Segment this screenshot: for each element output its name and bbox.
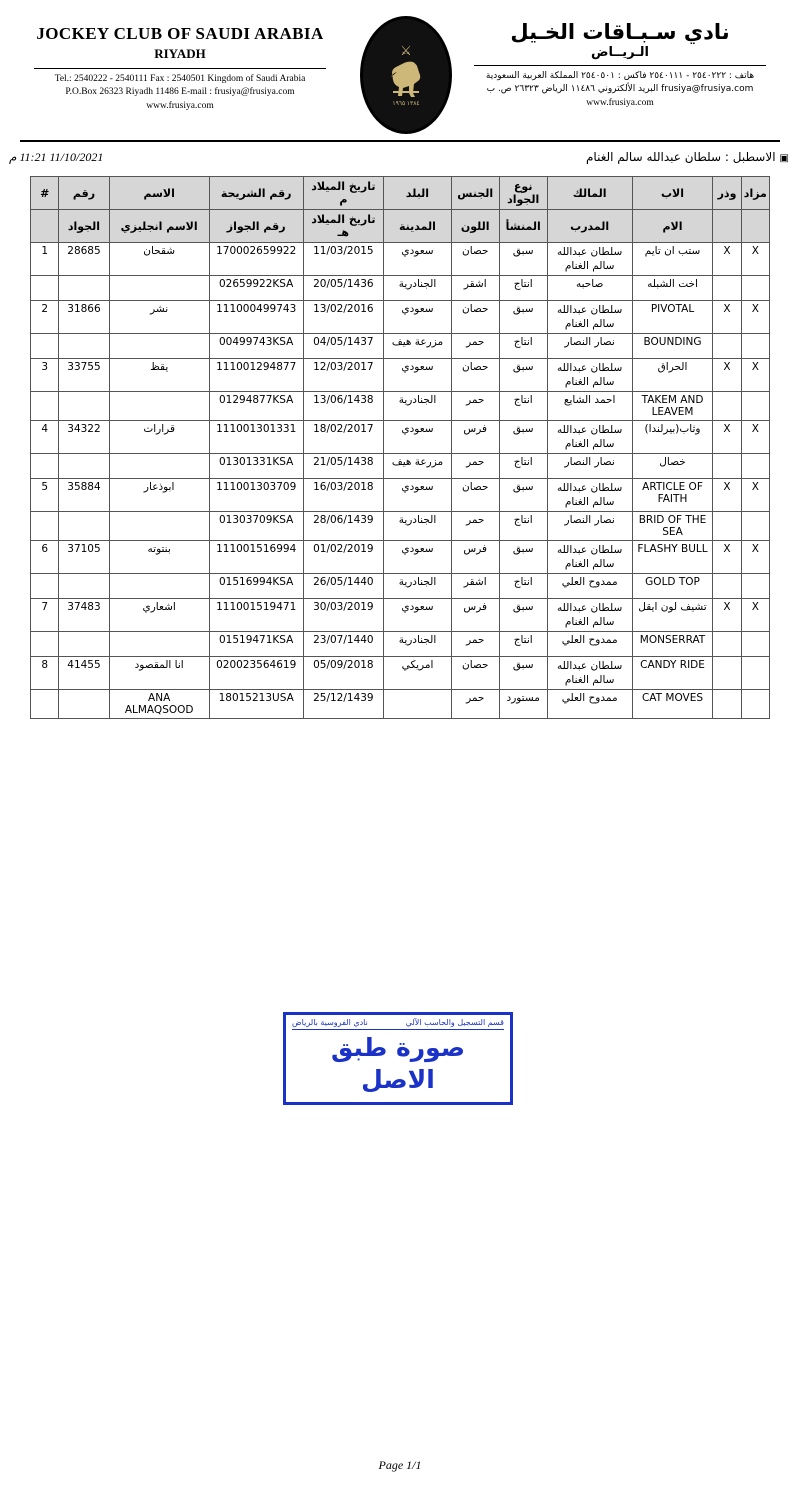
cell-country: سعودي	[384, 243, 452, 276]
cell-horse-id-blank	[59, 334, 109, 359]
table-body	[31, 243, 770, 719]
cell-chip-number: 111001294877	[209, 359, 303, 392]
cell-row-number-blank	[31, 632, 59, 657]
cell-type: سبق	[499, 359, 547, 392]
cell-row-number-blank	[31, 392, 59, 421]
cell-row-number: 1	[31, 243, 59, 276]
club-city-en: RIYADH	[154, 46, 206, 61]
cell-origin: انتاج	[499, 574, 547, 599]
col-owner: المالك	[547, 177, 632, 210]
col-trainer: المدرب	[547, 210, 632, 243]
cell-sire: CANDY RIDE	[632, 657, 713, 690]
cell-passport-number: 01516994KSA	[209, 574, 303, 599]
cell-country: سعودي	[384, 301, 452, 334]
cell-wathr: X	[713, 479, 741, 512]
col-color: اللون	[451, 210, 499, 243]
cell-chip-number: 111001303709	[209, 479, 303, 512]
cell-type: سبق	[499, 301, 547, 334]
cell-wathr-blank	[713, 276, 741, 301]
club-logo	[360, 16, 452, 134]
cell-sex: حصان	[451, 359, 499, 392]
col-origin: المنشأ	[499, 210, 547, 243]
sub-header	[5, 150, 795, 170]
cell-owner: سلطان عبدالله سالم الغنام	[547, 657, 632, 690]
cell-sire: وثاب(بيرلندا)	[632, 421, 713, 454]
cell-horse-id: 35884	[59, 479, 109, 512]
col-country: البلد	[384, 177, 452, 210]
table-row	[31, 541, 770, 574]
table-row	[31, 243, 770, 276]
cell-name-en	[109, 574, 209, 599]
cell-horse-id-blank	[59, 454, 109, 479]
cell-country: سعودي	[384, 599, 452, 632]
cell-row-number-blank	[31, 454, 59, 479]
cell-owner: سلطان عبدالله سالم الغنام	[547, 599, 632, 632]
cell-country: سعودي	[384, 359, 452, 392]
table-row-secondary	[31, 574, 770, 599]
cell-horse-id: 37483	[59, 599, 109, 632]
bullet-icon: ▣	[779, 153, 789, 164]
cell-wathr-blank	[713, 512, 741, 541]
cell-mazad-blank	[741, 512, 769, 541]
stable-label: ▣الاسطبل : سلطان عبدالله سالم الغنام	[585, 150, 789, 164]
cell-dam: CAT MOVES	[632, 690, 713, 719]
swords-palm-emblem-icon: ⚔	[400, 42, 412, 58]
table-row-secondary	[31, 334, 770, 359]
cell-city: الجنادرية	[384, 276, 452, 301]
cell-name-en	[109, 276, 209, 301]
cell-type: سبق	[499, 479, 547, 512]
cell-horse-id-blank	[59, 574, 109, 599]
letterhead-divider-left	[34, 68, 326, 69]
cell-passport-number: 00499743KSA	[209, 334, 303, 359]
logo-years: ١٣٨٤ ١٩٦٥	[392, 100, 420, 107]
cell-name-ar: شقحان	[109, 243, 209, 276]
cell-mazad: X	[741, 479, 769, 512]
cell-origin: انتاج	[499, 454, 547, 479]
cell-row-number-blank	[31, 690, 59, 719]
cell-horse-id: 34322	[59, 421, 109, 454]
col-birth-hijri: تاريخ الميلاد هـ	[303, 210, 384, 243]
cell-origin: مستورد	[499, 690, 547, 719]
cell-sex: فرس	[451, 599, 499, 632]
cell-birth-gregorian: 18/02/2017	[303, 421, 384, 454]
cell-name-en	[109, 632, 209, 657]
cell-birth-hijri: 23/07/1440	[303, 632, 384, 657]
cell-dam: MONSERRAT	[632, 632, 713, 657]
cell-wathr: X	[713, 421, 741, 454]
cell-sire: ستب ان تايم	[632, 243, 713, 276]
cell-birth-hijri: 04/05/1437	[303, 334, 384, 359]
cell-passport-number: 01301331KSA	[209, 454, 303, 479]
certified-copy-stamp	[283, 1012, 513, 1105]
cell-horse-id: 28685	[59, 243, 109, 276]
cell-row-number: 7	[31, 599, 59, 632]
cell-color: حمر	[451, 632, 499, 657]
cell-name-en	[109, 512, 209, 541]
print-timestamp: 11/10/2021 11:21 م	[9, 150, 104, 164]
cell-name-en	[109, 392, 209, 421]
cell-country: سعودي	[384, 421, 452, 454]
table-row-secondary	[31, 454, 770, 479]
cell-city: الجنادرية	[384, 632, 452, 657]
table-row-secondary	[31, 512, 770, 541]
cell-name-ar: قرارات	[109, 421, 209, 454]
cell-mazad-blank	[741, 632, 769, 657]
cell-row-number: 5	[31, 479, 59, 512]
cell-chip-number: 111001301331	[209, 421, 303, 454]
col-horse-id: الجواد	[59, 210, 109, 243]
cell-birth-gregorian: 01/02/2019	[303, 541, 384, 574]
col-sex: الجنس	[451, 177, 499, 210]
cell-chip-number: 111001519471	[209, 599, 303, 632]
cell-birth-gregorian: 13/02/2016	[303, 301, 384, 334]
cell-row-number-blank	[31, 512, 59, 541]
cell-birth-gregorian: 16/03/2018	[303, 479, 384, 512]
stamp-header	[292, 1018, 504, 1030]
cell-sex: حصان	[451, 301, 499, 334]
table-header	[31, 177, 770, 243]
cell-mazad: X	[741, 301, 769, 334]
cell-color: حمر	[451, 454, 499, 479]
cell-birth-hijri: 25/12/1439	[303, 690, 384, 719]
cell-row-number-blank	[31, 334, 59, 359]
table-row-secondary	[31, 632, 770, 657]
table-row	[31, 599, 770, 632]
cell-row-number-blank	[31, 574, 59, 599]
contact-line-1-ar: هاتف : ٢٥٤٠٢٢٢ - ٢٥٤٠١١١ فاكس : ٢٥٤٠٥٠١ المملكة العربية السعودية	[485, 71, 755, 81]
cell-country: سعودي	[384, 479, 452, 512]
cell-mazad-blank	[741, 690, 769, 719]
cell-name-en	[109, 454, 209, 479]
cell-dam: TAKEM AND LEAVEM	[632, 392, 713, 421]
contact-line-1-en: Tel.: 2540222 - 2540111 Fax : 2540501 Kingdom of Saudi Arabia	[54, 74, 306, 84]
cell-wathr-blank	[713, 334, 741, 359]
cell-owner: سلطان عبدالله سالم الغنام	[547, 243, 632, 276]
cell-mazad-blank	[741, 574, 769, 599]
cell-mazad: X	[741, 243, 769, 276]
cell-mazad-blank	[741, 334, 769, 359]
cell-city: الجنادرية	[384, 574, 452, 599]
cell-city	[384, 690, 452, 719]
col-mazad: مزاد	[741, 177, 769, 210]
cell-city: مزرعة هيف	[384, 334, 452, 359]
horse-registry-table	[30, 176, 770, 719]
cell-sire: ARTICLE OF FAITH	[632, 479, 713, 512]
cell-trainer: ممدوح العلي	[547, 574, 632, 599]
table-row	[31, 421, 770, 454]
cell-color: اشقر	[451, 276, 499, 301]
cell-wathr-blank	[713, 690, 741, 719]
letterhead-arabic	[470, 20, 770, 108]
cell-row-number: 8	[31, 657, 59, 690]
cell-color: حمر	[451, 690, 499, 719]
cell-trainer: احمد الشايع	[547, 392, 632, 421]
cell-name-ar: يقظ	[109, 359, 209, 392]
col-city: المدينة	[384, 210, 452, 243]
cell-wathr: X	[713, 599, 741, 632]
club-name-ar: نادي سـبـاقات الخـيل	[510, 20, 730, 44]
cell-horse-id: 31866	[59, 301, 109, 334]
cell-origin: انتاج	[499, 334, 547, 359]
cell-dam: BRID OF THE SEA	[632, 512, 713, 541]
cell-sex: فرس	[451, 421, 499, 454]
cell-horse-id-blank	[59, 276, 109, 301]
col-type: نوع الجواد	[499, 177, 547, 210]
table-row	[31, 657, 770, 690]
cell-passport-number: 01303709KSA	[209, 512, 303, 541]
cell-trainer: ممدوح العلي	[547, 632, 632, 657]
cell-sex: حصان	[451, 479, 499, 512]
cell-row-number: 2	[31, 301, 59, 334]
cell-mazad: X	[741, 541, 769, 574]
table-row	[31, 301, 770, 334]
cell-horse-id-blank	[59, 690, 109, 719]
cell-dam: خصال	[632, 454, 713, 479]
cell-origin: انتاج	[499, 392, 547, 421]
cell-color: حمر	[451, 512, 499, 541]
cell-mazad: X	[741, 421, 769, 454]
col-id: رقم	[59, 177, 109, 210]
cell-passport-number: 18015213USA	[209, 690, 303, 719]
cell-mazad: X	[741, 599, 769, 632]
col-chip: رقم الشريحة	[209, 177, 303, 210]
document-page	[0, 10, 800, 1510]
cell-birth-hijri: 26/05/1440	[303, 574, 384, 599]
cell-type: سبق	[499, 421, 547, 454]
contact-line-2-ar: frusiya@frusiya.com البريد الألكتروني ١١٤٨٦ الرياض ٢٦٣٢٣ ص. ب	[486, 84, 754, 94]
cell-type: سبق	[499, 243, 547, 276]
cell-trainer: نصار النصار	[547, 454, 632, 479]
cell-wathr	[713, 657, 741, 690]
stamp-text: صورة طبق الاصل	[331, 1033, 465, 1094]
cell-owner: سلطان عبدالله سالم الغنام	[547, 359, 632, 392]
col-name-en: الاسم انجليزي	[109, 210, 209, 243]
col-name: الاسم	[109, 177, 209, 210]
cell-city: مزرعة هيف	[384, 454, 452, 479]
horse-icon	[383, 58, 429, 98]
cell-trainer: ممدوح العلي	[547, 690, 632, 719]
cell-birth-hijri: 13/06/1438	[303, 392, 384, 421]
cell-birth-gregorian: 05/09/2018	[303, 657, 384, 690]
cell-mazad-blank	[741, 454, 769, 479]
cell-owner: سلطان عبدالله سالم الغنام	[547, 301, 632, 334]
col-passport: رقم الجواز	[209, 210, 303, 243]
table-row-secondary	[31, 690, 770, 719]
cell-birth-gregorian: 11/03/2015	[303, 243, 384, 276]
stamp-organization: نادي الفروسية بالرياض	[292, 1018, 368, 1027]
table-row-secondary	[31, 392, 770, 421]
cell-birth-hijri: 20/05/1436	[303, 276, 384, 301]
registry-table-wrapper	[30, 176, 770, 719]
cell-birth-gregorian: 12/03/2017	[303, 359, 384, 392]
cell-trainer: نصار النصار	[547, 512, 632, 541]
table-row	[31, 359, 770, 392]
col-num-sub	[31, 210, 59, 243]
cell-passport-number: 01294877KSA	[209, 392, 303, 421]
table-header-row-1	[31, 177, 770, 210]
cell-sex: فرس	[451, 541, 499, 574]
cell-horse-id-blank	[59, 512, 109, 541]
cell-country: سعودي	[384, 541, 452, 574]
cell-mazad: X	[741, 359, 769, 392]
cell-mazad-blank	[741, 392, 769, 421]
cell-name-en	[109, 334, 209, 359]
cell-horse-id: 37105	[59, 541, 109, 574]
cell-trainer: صاحبه	[547, 276, 632, 301]
cell-mazad	[741, 657, 769, 690]
cell-wathr: X	[713, 541, 741, 574]
cell-wathr: X	[713, 243, 741, 276]
cell-sex: حصان	[451, 657, 499, 690]
cell-trainer: نصار النصار	[547, 334, 632, 359]
cell-wathr-blank	[713, 632, 741, 657]
cell-chip-number: 111001516994	[209, 541, 303, 574]
col-num: #	[31, 177, 59, 210]
cell-row-number: 4	[31, 421, 59, 454]
cell-dam: GOLD TOP	[632, 574, 713, 599]
cell-sire: FLASHY BULL	[632, 541, 713, 574]
cell-row-number: 6	[31, 541, 59, 574]
cell-origin: انتاج	[499, 512, 547, 541]
cell-country: امريكي	[384, 657, 452, 690]
stamp-department: قسم التسجيل والحاسب الآلي	[405, 1018, 504, 1027]
cell-owner: سلطان عبدالله سالم الغنام	[547, 479, 632, 512]
cell-birth-hijri: 21/05/1438	[303, 454, 384, 479]
cell-owner: سلطان عبدالله سالم الغنام	[547, 541, 632, 574]
col-dam: الام	[632, 210, 713, 243]
table-row-secondary	[31, 276, 770, 301]
cell-type: سبق	[499, 599, 547, 632]
cell-color: حمر	[451, 392, 499, 421]
col-wathr: وذر	[713, 177, 741, 210]
letterhead-divider-right	[474, 65, 766, 66]
col-wathr-sub	[713, 210, 741, 243]
cell-chip-number: 020023564619	[209, 657, 303, 690]
cell-wathr: X	[713, 359, 741, 392]
cell-sire: PIVOTAL	[632, 301, 713, 334]
col-birth: تاريخ الميلاد م	[303, 177, 384, 210]
cell-origin: انتاج	[499, 632, 547, 657]
website-ar: www.frusiya.com	[586, 98, 654, 108]
cell-birth-hijri: 28/06/1439	[303, 512, 384, 541]
cell-horse-id-blank	[59, 392, 109, 421]
cell-name-en: ANA ALMAQSOOD	[109, 690, 209, 719]
col-sire: الاب	[632, 177, 713, 210]
cell-wathr-blank	[713, 574, 741, 599]
cell-wathr-blank	[713, 392, 741, 421]
cell-color: حمر	[451, 334, 499, 359]
website-en: www.frusiya.com	[146, 101, 214, 111]
cell-color: اشقر	[451, 574, 499, 599]
cell-wathr: X	[713, 301, 741, 334]
cell-horse-id: 33755	[59, 359, 109, 392]
cell-name-ar: اشعاري	[109, 599, 209, 632]
cell-birth-gregorian: 30/03/2019	[303, 599, 384, 632]
cell-owner: سلطان عبدالله سالم الغنام	[547, 421, 632, 454]
cell-chip-number: 111000499743	[209, 301, 303, 334]
cell-origin: انتاج	[499, 276, 547, 301]
cell-passport-number: 01519471KSA	[209, 632, 303, 657]
cell-city: الجنادرية	[384, 512, 452, 541]
cell-row-number: 3	[31, 359, 59, 392]
col-mazad-sub	[741, 210, 769, 243]
cell-dam: اخت الشبله	[632, 276, 713, 301]
table-row	[31, 479, 770, 512]
cell-wathr-blank	[713, 454, 741, 479]
cell-type: سبق	[499, 657, 547, 690]
club-name-en: JOCKEY CLUB OF SAUDI ARABIA	[36, 24, 324, 43]
cell-sex: حصان	[451, 243, 499, 276]
cell-dam: BOUNDING	[632, 334, 713, 359]
cell-mazad-blank	[741, 276, 769, 301]
cell-horse-id: 41455	[59, 657, 109, 690]
cell-row-number-blank	[31, 276, 59, 301]
cell-sire: تشيف لون ايقل	[632, 599, 713, 632]
cell-name-ar: انا المقصود	[109, 657, 209, 690]
letterhead	[20, 10, 780, 142]
cell-sire: الحراق	[632, 359, 713, 392]
page-footer: Page 1/1	[378, 1458, 422, 1472]
letterhead-english	[30, 24, 330, 111]
cell-type: سبق	[499, 541, 547, 574]
cell-name-ar: بنتوته	[109, 541, 209, 574]
cell-name-ar: ابوذعار	[109, 479, 209, 512]
cell-horse-id-blank	[59, 632, 109, 657]
table-header-row-2	[31, 210, 770, 243]
cell-city: الجنادرية	[384, 392, 452, 421]
cell-chip-number: 170002659922	[209, 243, 303, 276]
contact-line-2-en: P.O.Box 26323 Riyadh 11486 E-mail : frusiya@frusiya.com	[65, 87, 295, 97]
cell-passport-number: 02659922KSA	[209, 276, 303, 301]
club-city-ar: الـريــاض	[590, 45, 649, 60]
cell-name-ar: نشر	[109, 301, 209, 334]
